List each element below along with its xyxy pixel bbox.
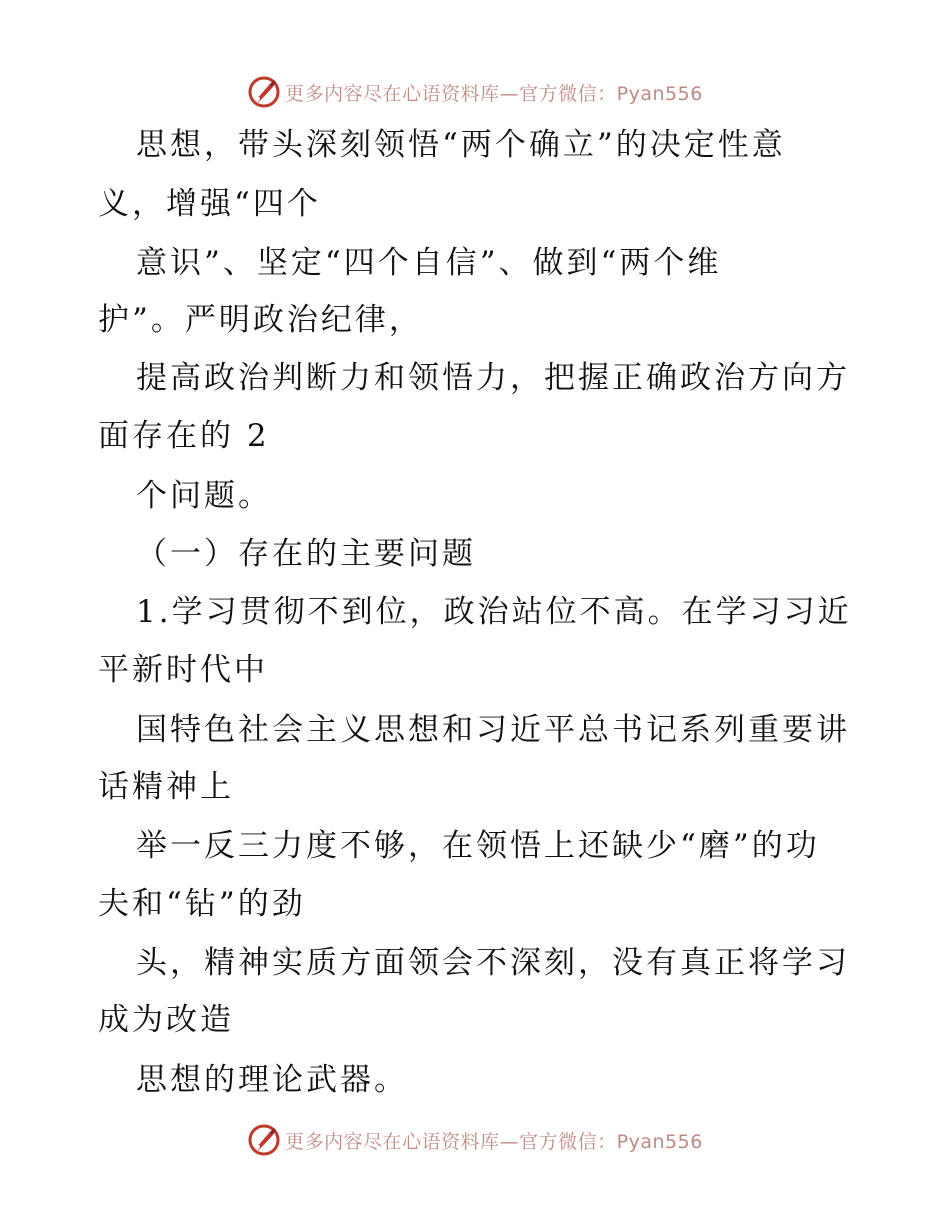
footer-watermark xyxy=(0,1120,950,1160)
text-line: 护”。严明政治纪律， xyxy=(98,302,423,338)
text-line: 平新时代中 xyxy=(98,652,268,688)
header-watermark xyxy=(0,72,950,112)
text-line: 提高政治判断力和领悟力，把握正确政治方向方 xyxy=(136,360,850,396)
header-text: 更多内容尽在心语资料库—官方微信：Pyan556 xyxy=(285,82,703,105)
text-line: 国特色社会主义思想和习近平总书记系列重要讲 xyxy=(136,712,850,748)
text-line: 成为改造 xyxy=(98,1002,234,1038)
text-line: 面存在的 2 xyxy=(98,418,270,454)
text-line: 夫和“钻”的劲 xyxy=(98,886,306,922)
text-line: 意识”、坚定“四个自信”、做到“两个维 xyxy=(136,245,722,281)
text-line: 举一反三力度不够，在领悟上还缺少“磨”的功 xyxy=(136,828,820,864)
text-line: 1.学习贯彻不到位，政治站位不高。在学习习近 xyxy=(136,594,852,630)
text-line: 思想，带头深刻领悟“两个确立”的决定性意 xyxy=(136,127,786,163)
pen-quill-logo-icon xyxy=(247,1123,281,1157)
section-heading: （一）存在的主要问题 xyxy=(136,536,476,572)
footer-text: 更多内容尽在心语资料库—官方微信：Pyan556 xyxy=(285,1130,703,1153)
text-line: 个问题。 xyxy=(136,478,272,514)
text-line: 话精神上 xyxy=(98,769,234,805)
pen-quill-logo-icon xyxy=(247,75,281,109)
text-line: 义，增强“四个 xyxy=(98,186,321,222)
text-line: 思想的理论武器。 xyxy=(136,1062,408,1098)
text-line: 头，精神实质方面领会不深刻，没有真正将学习 xyxy=(136,945,850,981)
